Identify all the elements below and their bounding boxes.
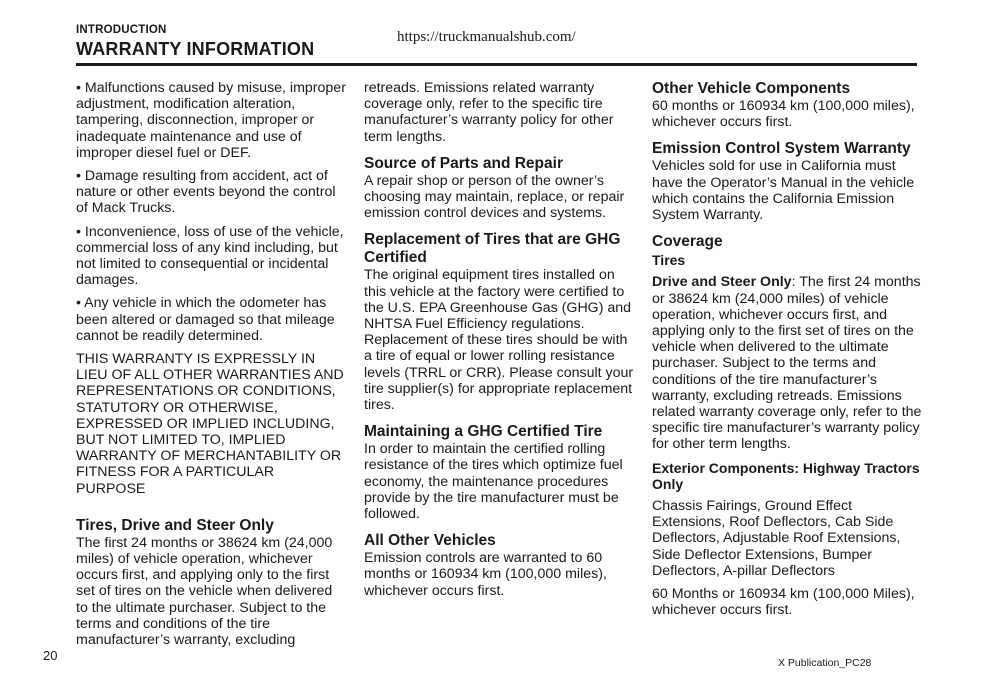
drive-steer-text: : The first 24 months or 38624 km (24,000 miles) of vehicle operation, whichever occurs first, and applying only to the first set of tires on the vehicle when delivered to the ultimate purchaser. Subject to the terms and conditions of the tire manufacturer’s warranty, excluding retreads. Emissions related warranty coverage only, refer to the specific tire manufacturer’s warranty policy for other term lengths. (652, 274, 922, 453)
warranty-disclaimer: THIS WARRANTY IS EXPRESSLY IN LIEU OF ALL OTHER WARRANTIES AND REPRESENTATIONS OR CONDITIONS, STATUTORY OR OTHERWISE, EXPRESSED OR IMPLIED INCLUDING, BUT NOT LIMITED TO, IMPLIED WARRANTY OF MERCHANTABILITY OR FITNESS FOR A PARTICULAR PURPOSE (76, 351, 344, 497)
column-1 (76, 80, 346, 648)
heading-source-parts: Source of Parts and Repair (364, 154, 563, 172)
bullet-inconvenience: • Inconvenience, loss of use of the vehicle, commercial loss of any kind including, but not limited to consequential or incidental damages. (76, 223, 344, 289)
heading-all-other-vehicles: All Other Vehicles (364, 532, 496, 550)
heading-emission-control: Emission Control System Warranty (652, 140, 911, 158)
drive-steer-paragraph (652, 274, 922, 452)
heading-tires-drive-steer: Tires, Drive and Steer Only (76, 516, 274, 534)
header-rule (76, 63, 917, 66)
bullet-damage: • Damage resulting from accident, act of nature or other events beyond the control of Mack Trucks. (76, 168, 336, 217)
column-3 (652, 80, 922, 625)
section-label: INTRODUCTION (76, 24, 167, 36)
other-components-text: 60 months or 160934 km (100,000 miles), whichever occurs first. (652, 98, 915, 131)
heading-maintaining-ghg: Maintaining a GHG Certified Tire (364, 423, 603, 441)
source-url: https://truckmanualshub.com/ (397, 29, 576, 45)
subheading-exterior: Exterior Components: Highway Tractors Only (652, 459, 920, 492)
source-parts-text: A repair shop or person of the owner’s choosing may maintain, replace, or repair emission control devices and systems. (364, 172, 625, 222)
replacement-tires-text: The original equipment tires installed on this vehicle at the factory were certified to the U.S. EPA Greenhouse Gas (GHG) and NHTSA Fuel Efficiency regulations. Replacement of these tires should be with a tire of equal or lower rolling resistance levels (TRRL or CRR). Please consult your tire supplier(s) for appropriate replacement tires. (364, 267, 634, 414)
maintaining-ghg-text: In order to maintain the certified rolling resistance of the tires which optimize fuel economy, the maintenance procedures provide by the tire manufacturer must be followed. (364, 441, 623, 523)
bullet-misuse: • Malfunctions caused by misuse, improper adjustment, modification alteration, tampering, disconnection, improper or inadequate maintenance and use of improper diesel fuel or DEF. (76, 80, 346, 161)
subheading-tires: Tires (652, 252, 686, 269)
tires-drive-steer-text: The first 24 months or 38624 km (24,000 miles) of vehicle operation, whichever occurs first, and applying only to the first set of tires on the vehicle when delivered to the ultimate purchaser. Subject to the terms and conditions of the tire manufacturer’s warranty, excluding (76, 534, 333, 649)
heading-replacement-tires: Replacement of Tires that are GHG Certified (364, 231, 621, 267)
all-other-vehicles-text: Emission controls are warranted to 60 months or 160934 km (100,000 miles), whichever occurs first. (364, 550, 607, 599)
column-2 (364, 80, 634, 606)
exterior-term-text: 60 Months or 160934 km (100,000 Miles), whichever occurs first. (652, 586, 915, 619)
heading-other-components: Other Vehicle Components (652, 80, 851, 97)
emission-control-text: Vehicles sold for use in California must have the Operator’s Manual in the vehicle which contains the California Emission System Warranty. (652, 158, 915, 224)
tires-continued-text: retreads. Emissions related warranty coverage only, refer to the specific tire manufacturer’s warranty policy for other term lengths. (364, 80, 614, 145)
exterior-components-text: Chassis Fairings, Ground Effect Extensions, Roof Deflectors, Cab Side Deflectors, Adjustable Roof Extensions, Side Deflector Extensions, Bumper Deflectors, A-pillar Deflectors (652, 498, 901, 579)
bullet-odometer: • Any vehicle in which the odometer has been altered or damaged so that mileage cannot be readily determined. (76, 295, 335, 344)
page-title: WARRANTY INFORMATION (76, 39, 315, 59)
drive-steer-label: Drive and Steer Only (652, 274, 792, 291)
heading-coverage: Coverage (652, 233, 723, 251)
publication-code: X Publication_PC28 (778, 657, 872, 669)
page-number: 20 (43, 648, 58, 663)
